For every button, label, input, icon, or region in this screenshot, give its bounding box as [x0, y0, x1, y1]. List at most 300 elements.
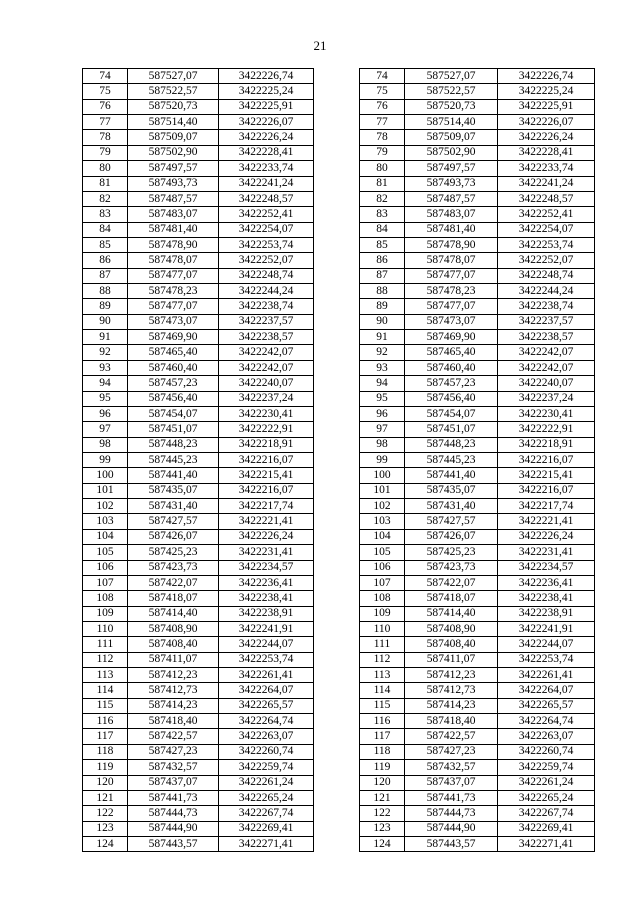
- left-point-number: 97: [83, 422, 128, 437]
- table-row: [83, 376, 595, 391]
- right-y-coordinate: 3422234,57: [498, 560, 595, 575]
- left-point-number: 107: [83, 575, 128, 590]
- left-y-coordinate: 3422238,91: [219, 606, 314, 621]
- left-x-coordinate: 587414,40: [128, 606, 219, 621]
- left-x-coordinate: 587444,90: [128, 821, 219, 836]
- left-point-number: 90: [83, 314, 128, 329]
- left-y-coordinate: 3422241,24: [219, 176, 314, 191]
- table-row: [83, 314, 595, 329]
- left-y-coordinate: 3422254,07: [219, 222, 314, 237]
- table-row: [83, 145, 595, 160]
- right-y-coordinate: 3422242,07: [498, 345, 595, 360]
- table-row: [83, 668, 595, 683]
- right-point-number: 103: [360, 514, 405, 529]
- table-row: [83, 744, 595, 759]
- right-point-number: 86: [360, 253, 405, 268]
- left-point-number: 112: [83, 652, 128, 667]
- right-y-coordinate: 3422226,24: [498, 130, 595, 145]
- column-gap: [314, 468, 360, 483]
- table-row: [83, 299, 595, 314]
- right-y-coordinate: 3422226,74: [498, 69, 595, 84]
- right-x-coordinate: 587477,07: [405, 299, 498, 314]
- right-y-coordinate: 3422271,41: [498, 836, 595, 851]
- left-point-number: 81: [83, 176, 128, 191]
- left-x-coordinate: 587418,07: [128, 591, 219, 606]
- column-gap: [314, 806, 360, 821]
- column-gap: [314, 514, 360, 529]
- left-point-number: 117: [83, 729, 128, 744]
- right-y-coordinate: 3422242,07: [498, 360, 595, 375]
- table-row: [83, 560, 595, 575]
- right-y-coordinate: 3422264,07: [498, 683, 595, 698]
- right-x-coordinate: 587478,90: [405, 237, 498, 252]
- table-row: [83, 499, 595, 514]
- coordinates-table-body: [83, 69, 595, 852]
- right-point-number: 106: [360, 560, 405, 575]
- right-y-coordinate: 3422244,07: [498, 637, 595, 652]
- right-y-coordinate: 3422225,24: [498, 84, 595, 99]
- left-point-number: 121: [83, 790, 128, 805]
- right-y-coordinate: 3422267,74: [498, 806, 595, 821]
- right-x-coordinate: 587418,07: [405, 591, 498, 606]
- right-y-coordinate: 3422264,74: [498, 714, 595, 729]
- left-point-number: 80: [83, 161, 128, 176]
- left-y-coordinate: 3422252,41: [219, 207, 314, 222]
- table-row: [83, 284, 595, 299]
- right-point-number: 119: [360, 760, 405, 775]
- left-x-coordinate: 587514,40: [128, 115, 219, 130]
- column-gap: [314, 683, 360, 698]
- right-y-coordinate: 3422263,07: [498, 729, 595, 744]
- left-y-coordinate: 3422263,07: [219, 729, 314, 744]
- left-x-coordinate: 587425,23: [128, 545, 219, 560]
- left-point-number: 100: [83, 468, 128, 483]
- left-y-coordinate: 3422226,24: [219, 529, 314, 544]
- table-row: [83, 468, 595, 483]
- left-y-coordinate: 3422261,24: [219, 775, 314, 790]
- right-x-coordinate: 587483,07: [405, 207, 498, 222]
- right-y-coordinate: 3422265,57: [498, 698, 595, 713]
- right-x-coordinate: 587414,40: [405, 606, 498, 621]
- left-x-coordinate: 587435,07: [128, 483, 219, 498]
- right-y-coordinate: 3422221,41: [498, 514, 595, 529]
- left-x-coordinate: 587432,57: [128, 760, 219, 775]
- column-gap: [314, 69, 360, 84]
- table-row: [83, 637, 595, 652]
- column-gap: [314, 376, 360, 391]
- left-x-coordinate: 587478,23: [128, 284, 219, 299]
- left-y-coordinate: 3422265,24: [219, 790, 314, 805]
- column-gap: [314, 115, 360, 130]
- right-x-coordinate: 587487,57: [405, 191, 498, 206]
- column-gap: [314, 744, 360, 759]
- left-y-coordinate: 3422231,41: [219, 545, 314, 560]
- column-gap: [314, 452, 360, 467]
- table-row: [83, 714, 595, 729]
- column-gap: [314, 760, 360, 775]
- left-point-number: 78: [83, 130, 128, 145]
- left-y-coordinate: 3422238,41: [219, 591, 314, 606]
- column-gap: [314, 237, 360, 252]
- left-y-coordinate: 3422226,74: [219, 69, 314, 84]
- right-y-coordinate: 3422226,07: [498, 115, 595, 130]
- table-row: [83, 591, 595, 606]
- right-x-coordinate: 587520,73: [405, 99, 498, 114]
- left-point-number: 85: [83, 237, 128, 252]
- left-point-number: 123: [83, 821, 128, 836]
- left-x-coordinate: 587431,40: [128, 499, 219, 514]
- right-y-coordinate: 3422240,07: [498, 376, 595, 391]
- left-y-coordinate: 3422215,41: [219, 468, 314, 483]
- right-x-coordinate: 587469,90: [405, 330, 498, 345]
- table-row: [83, 268, 595, 283]
- left-y-coordinate: 3422271,41: [219, 836, 314, 851]
- right-y-coordinate: 3422236,41: [498, 575, 595, 590]
- left-point-number: 115: [83, 698, 128, 713]
- left-y-coordinate: 3422269,41: [219, 821, 314, 836]
- right-x-coordinate: 587408,90: [405, 621, 498, 636]
- right-point-number: 76: [360, 99, 405, 114]
- table-row: [83, 606, 595, 621]
- table-row: [83, 575, 595, 590]
- right-y-coordinate: 3422237,57: [498, 314, 595, 329]
- left-y-coordinate: 3422242,07: [219, 360, 314, 375]
- right-x-coordinate: 587432,57: [405, 760, 498, 775]
- left-y-coordinate: 3422221,41: [219, 514, 314, 529]
- right-x-coordinate: 587514,40: [405, 115, 498, 130]
- column-gap: [314, 729, 360, 744]
- column-gap: [314, 191, 360, 206]
- right-y-coordinate: 3422215,41: [498, 468, 595, 483]
- right-point-number: 104: [360, 529, 405, 544]
- left-x-coordinate: 587493,73: [128, 176, 219, 191]
- left-y-coordinate: 3422244,24: [219, 284, 314, 299]
- left-y-coordinate: 3422225,91: [219, 99, 314, 114]
- left-point-number: 102: [83, 499, 128, 514]
- left-y-coordinate: 3422253,74: [219, 652, 314, 667]
- left-y-coordinate: 3422241,91: [219, 621, 314, 636]
- left-y-coordinate: 3422237,24: [219, 391, 314, 406]
- left-point-number: 88: [83, 284, 128, 299]
- column-gap: [314, 575, 360, 590]
- left-point-number: 94: [83, 376, 128, 391]
- left-x-coordinate: 587443,57: [128, 836, 219, 851]
- right-y-coordinate: 3422248,57: [498, 191, 595, 206]
- right-y-coordinate: 3422230,41: [498, 406, 595, 421]
- column-gap: [314, 391, 360, 406]
- column-gap: [314, 790, 360, 805]
- right-y-coordinate: 3422265,24: [498, 790, 595, 805]
- right-y-coordinate: 3422216,07: [498, 452, 595, 467]
- left-point-number: 84: [83, 222, 128, 237]
- left-x-coordinate: 587426,07: [128, 529, 219, 544]
- table-row: [83, 545, 595, 560]
- right-point-number: 121: [360, 790, 405, 805]
- left-x-coordinate: 587408,90: [128, 621, 219, 636]
- left-x-coordinate: 587457,23: [128, 376, 219, 391]
- right-point-number: 114: [360, 683, 405, 698]
- column-gap: [314, 253, 360, 268]
- left-x-coordinate: 587473,07: [128, 314, 219, 329]
- table-row: [83, 483, 595, 498]
- column-gap: [314, 360, 360, 375]
- left-y-coordinate: 3422218,91: [219, 437, 314, 452]
- right-point-number: 89: [360, 299, 405, 314]
- table-row: [83, 115, 595, 130]
- right-point-number: 75: [360, 84, 405, 99]
- right-x-coordinate: 587477,07: [405, 268, 498, 283]
- right-y-coordinate: 3422226,24: [498, 529, 595, 544]
- right-point-number: 95: [360, 391, 405, 406]
- table-row: [83, 806, 595, 821]
- left-y-coordinate: 3422244,07: [219, 637, 314, 652]
- right-point-number: 124: [360, 836, 405, 851]
- left-x-coordinate: 587427,57: [128, 514, 219, 529]
- right-point-number: 82: [360, 191, 405, 206]
- left-y-coordinate: 3422264,74: [219, 714, 314, 729]
- right-x-coordinate: 587497,57: [405, 161, 498, 176]
- table-row: [83, 514, 595, 529]
- table-row: [83, 330, 595, 345]
- right-point-number: 88: [360, 284, 405, 299]
- right-point-number: 109: [360, 606, 405, 621]
- table-row: [83, 406, 595, 421]
- column-gap: [314, 821, 360, 836]
- column-gap: [314, 84, 360, 99]
- right-y-coordinate: 3422217,74: [498, 499, 595, 514]
- right-x-coordinate: 587456,40: [405, 391, 498, 406]
- left-y-coordinate: 3422216,07: [219, 452, 314, 467]
- right-x-coordinate: 587465,40: [405, 345, 498, 360]
- left-point-number: 120: [83, 775, 128, 790]
- left-y-coordinate: 3422226,07: [219, 115, 314, 130]
- column-gap: [314, 652, 360, 667]
- left-y-coordinate: 3422248,74: [219, 268, 314, 283]
- right-y-coordinate: 3422238,41: [498, 591, 595, 606]
- table-row: [83, 360, 595, 375]
- column-gap: [314, 775, 360, 790]
- right-point-number: 108: [360, 591, 405, 606]
- left-point-number: 122: [83, 806, 128, 821]
- left-y-coordinate: 3422228,41: [219, 145, 314, 160]
- column-gap: [314, 145, 360, 160]
- left-x-coordinate: 587448,23: [128, 437, 219, 452]
- left-point-number: 95: [83, 391, 128, 406]
- right-x-coordinate: 587460,40: [405, 360, 498, 375]
- table-row: [83, 452, 595, 467]
- left-x-coordinate: 587477,07: [128, 268, 219, 283]
- right-y-coordinate: 3422233,74: [498, 161, 595, 176]
- right-x-coordinate: 587427,57: [405, 514, 498, 529]
- left-point-number: 98: [83, 437, 128, 452]
- right-point-number: 115: [360, 698, 405, 713]
- left-point-number: 114: [83, 683, 128, 698]
- right-y-coordinate: 3422259,74: [498, 760, 595, 775]
- right-y-coordinate: 3422248,74: [498, 268, 595, 283]
- left-point-number: 79: [83, 145, 128, 160]
- right-point-number: 101: [360, 483, 405, 498]
- right-y-coordinate: 3422231,41: [498, 545, 595, 560]
- right-x-coordinate: 587408,40: [405, 637, 498, 652]
- column-gap: [314, 698, 360, 713]
- right-point-number: 112: [360, 652, 405, 667]
- right-x-coordinate: 587509,07: [405, 130, 498, 145]
- table-row: [83, 790, 595, 805]
- table-row: [83, 683, 595, 698]
- right-point-number: 97: [360, 422, 405, 437]
- right-x-coordinate: 587414,23: [405, 698, 498, 713]
- left-x-coordinate: 587441,73: [128, 790, 219, 805]
- column-gap: [314, 591, 360, 606]
- right-x-coordinate: 587443,57: [405, 836, 498, 851]
- left-point-number: 109: [83, 606, 128, 621]
- left-x-coordinate: 587465,40: [128, 345, 219, 360]
- right-point-number: 107: [360, 575, 405, 590]
- right-point-number: 120: [360, 775, 405, 790]
- left-x-coordinate: 587422,57: [128, 729, 219, 744]
- table-row: [83, 84, 595, 99]
- table-row: [83, 345, 595, 360]
- left-point-number: 111: [83, 637, 128, 652]
- column-gap: [314, 529, 360, 544]
- right-point-number: 105: [360, 545, 405, 560]
- right-x-coordinate: 587444,90: [405, 821, 498, 836]
- right-x-coordinate: 587478,23: [405, 284, 498, 299]
- right-y-coordinate: 3422218,91: [498, 437, 595, 452]
- column-gap: [314, 222, 360, 237]
- table-row: [83, 176, 595, 191]
- right-point-number: 116: [360, 714, 405, 729]
- left-point-number: 77: [83, 115, 128, 130]
- left-x-coordinate: 587444,73: [128, 806, 219, 821]
- table-row: [83, 437, 595, 452]
- table-row: [83, 161, 595, 176]
- left-y-coordinate: 3422238,74: [219, 299, 314, 314]
- left-y-coordinate: 3422234,57: [219, 560, 314, 575]
- left-point-number: 74: [83, 69, 128, 84]
- left-x-coordinate: 587423,73: [128, 560, 219, 575]
- left-y-coordinate: 3422259,74: [219, 760, 314, 775]
- column-gap: [314, 621, 360, 636]
- table-row: [83, 621, 595, 636]
- left-x-coordinate: 587481,40: [128, 222, 219, 237]
- table-row: [83, 69, 595, 84]
- right-x-coordinate: 587448,23: [405, 437, 498, 452]
- right-y-coordinate: 3422260,74: [498, 744, 595, 759]
- right-x-coordinate: 587441,40: [405, 468, 498, 483]
- right-point-number: 123: [360, 821, 405, 836]
- left-y-coordinate: 3422222,91: [219, 422, 314, 437]
- right-y-coordinate: 3422244,24: [498, 284, 595, 299]
- left-point-number: 119: [83, 760, 128, 775]
- column-gap: [314, 836, 360, 851]
- right-x-coordinate: 587427,23: [405, 744, 498, 759]
- right-x-coordinate: 587411,07: [405, 652, 498, 667]
- right-point-number: 118: [360, 744, 405, 759]
- left-point-number: 99: [83, 452, 128, 467]
- column-gap: [314, 668, 360, 683]
- right-y-coordinate: 3422237,24: [498, 391, 595, 406]
- right-point-number: 92: [360, 345, 405, 360]
- right-x-coordinate: 587412,73: [405, 683, 498, 698]
- left-x-coordinate: 587522,57: [128, 84, 219, 99]
- left-point-number: 103: [83, 514, 128, 529]
- right-x-coordinate: 587412,23: [405, 668, 498, 683]
- right-y-coordinate: 3422252,41: [498, 207, 595, 222]
- left-point-number: 91: [83, 330, 128, 345]
- left-x-coordinate: 587483,07: [128, 207, 219, 222]
- table-row: [83, 760, 595, 775]
- left-x-coordinate: 587478,90: [128, 237, 219, 252]
- table-row: [83, 99, 595, 114]
- left-y-coordinate: 3422253,74: [219, 237, 314, 252]
- left-y-coordinate: 3422216,07: [219, 483, 314, 498]
- left-point-number: 105: [83, 545, 128, 560]
- column-gap: [314, 499, 360, 514]
- left-y-coordinate: 3422240,07: [219, 376, 314, 391]
- left-y-coordinate: 3422252,07: [219, 253, 314, 268]
- left-point-number: 96: [83, 406, 128, 421]
- left-point-number: 75: [83, 84, 128, 99]
- left-x-coordinate: 587460,40: [128, 360, 219, 375]
- right-x-coordinate: 587473,07: [405, 314, 498, 329]
- right-y-coordinate: 3422254,07: [498, 222, 595, 237]
- left-x-coordinate: 587502,90: [128, 145, 219, 160]
- right-point-number: 96: [360, 406, 405, 421]
- left-point-number: 87: [83, 268, 128, 283]
- column-gap: [314, 176, 360, 191]
- column-gap: [314, 99, 360, 114]
- left-y-coordinate: 3422242,07: [219, 345, 314, 360]
- left-x-coordinate: 587445,23: [128, 452, 219, 467]
- right-y-coordinate: 3422228,41: [498, 145, 595, 160]
- table-row: [83, 207, 595, 222]
- column-gap: [314, 637, 360, 652]
- left-point-number: 104: [83, 529, 128, 544]
- right-y-coordinate: 3422261,24: [498, 775, 595, 790]
- right-x-coordinate: 587502,90: [405, 145, 498, 160]
- right-y-coordinate: 3422216,07: [498, 483, 595, 498]
- left-point-number: 106: [83, 560, 128, 575]
- column-gap: [314, 422, 360, 437]
- right-y-coordinate: 3422238,57: [498, 330, 595, 345]
- right-point-number: 87: [360, 268, 405, 283]
- right-y-coordinate: 3422241,91: [498, 621, 595, 636]
- right-x-coordinate: 587418,40: [405, 714, 498, 729]
- left-y-coordinate: 3422233,74: [219, 161, 314, 176]
- right-y-coordinate: 3422241,24: [498, 176, 595, 191]
- left-y-coordinate: 3422230,41: [219, 406, 314, 421]
- right-x-coordinate: 587481,40: [405, 222, 498, 237]
- left-x-coordinate: 587527,07: [128, 69, 219, 84]
- left-y-coordinate: 3422238,57: [219, 330, 314, 345]
- right-point-number: 122: [360, 806, 405, 821]
- right-point-number: 77: [360, 115, 405, 130]
- column-gap: [314, 207, 360, 222]
- right-point-number: 81: [360, 176, 405, 191]
- column-gap: [314, 406, 360, 421]
- left-x-coordinate: 587437,07: [128, 775, 219, 790]
- left-point-number: 83: [83, 207, 128, 222]
- left-y-coordinate: 3422261,41: [219, 668, 314, 683]
- table-row: [83, 821, 595, 836]
- left-x-coordinate: 587497,57: [128, 161, 219, 176]
- left-x-coordinate: 587477,07: [128, 299, 219, 314]
- left-point-number: 118: [83, 744, 128, 759]
- right-x-coordinate: 587426,07: [405, 529, 498, 544]
- right-y-coordinate: 3422252,07: [498, 253, 595, 268]
- right-x-coordinate: 587441,73: [405, 790, 498, 805]
